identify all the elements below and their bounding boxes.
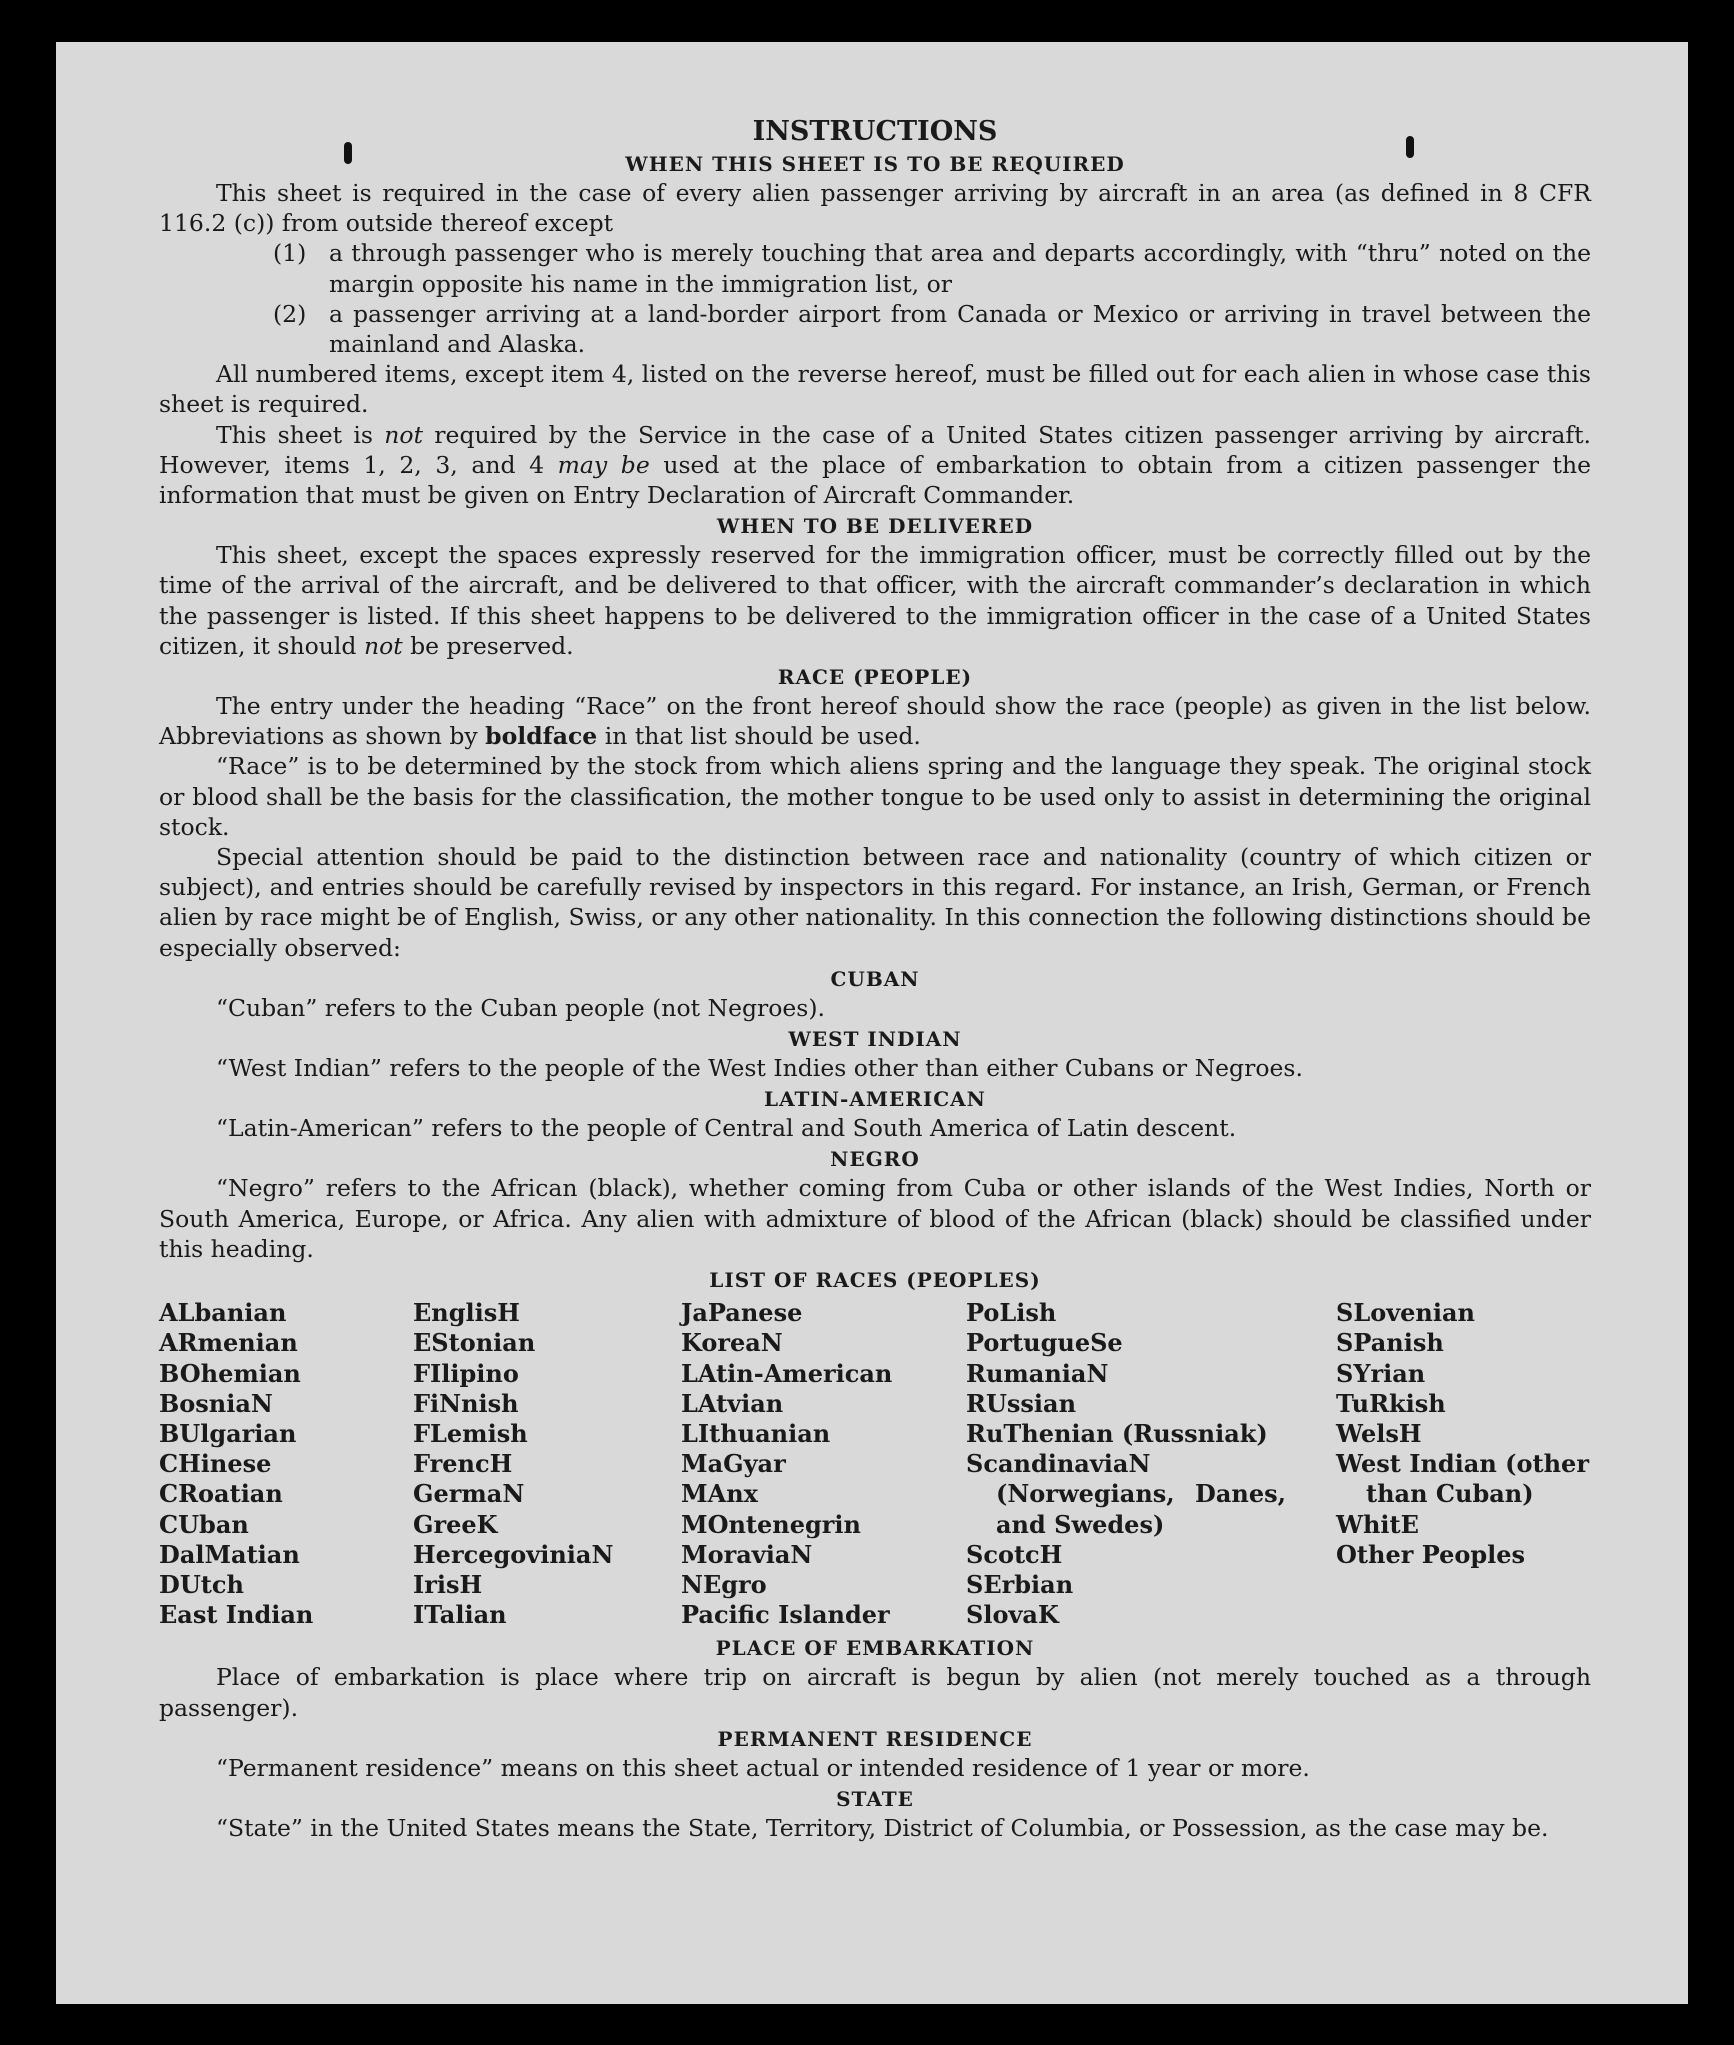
list-item: BOhemian bbox=[159, 1358, 301, 1388]
paragraph-numbered-items: All numbered items, except item 4, listed on the reverse hereof, must be filled out for each alien in whose case this sheet is required. bbox=[159, 360, 1591, 419]
list-item: DUtch bbox=[159, 1569, 244, 1599]
item-number: (2) bbox=[273, 299, 307, 328]
paragraph-state: “State” in the United States means the State, Territory, District of Columbia, or Possession, as the case may be. bbox=[216, 1813, 1549, 1842]
paragraph-cuban: “Cuban” refers to the Cuban people (not Negroes). bbox=[216, 993, 826, 1022]
item-number: (1) bbox=[273, 239, 307, 268]
list-item: WhitE bbox=[1336, 1509, 1419, 1539]
races-column bbox=[966, 1298, 1336, 1630]
list-item: Pacific Islander bbox=[681, 1600, 890, 1630]
paragraph-required: This sheet is required in the case of every alien passenger arriving by aircraft in an area (as defined in 8 CFR 116.2 (c)) from outside thereof except bbox=[159, 179, 1591, 238]
heading-list-of-races: LIST OF RACES (PEOPLES) bbox=[709, 1268, 1041, 1293]
heading-race: RACE (PEOPLE) bbox=[777, 665, 973, 690]
paragraph-delivered: This sheet, except the spaces expressly reserved for the immigration officer, must be correctly filled out by the time of the arrival of the aircraft, and be delivered to that officer, with the aircraft commander’s declaration in which the passenger is listed. If this sheet happens to be delivered to the immigration officer in the case of a United States citizen, it should not be preserved. bbox=[159, 541, 1591, 660]
paragraph-negro: “Negro” refers to the African (black), whether coming from Cuba or other islands of the West Indies, North or South America, Europe, or Africa. Any alien with admixture of blood of the African (black) should be classified under this heading. bbox=[159, 1174, 1591, 1263]
list-item: WelsH bbox=[1336, 1418, 1422, 1448]
page-title: INSTRUCTIONS bbox=[752, 116, 998, 147]
list-item: ScotcH bbox=[966, 1539, 1063, 1569]
list-item: SPanish bbox=[1336, 1328, 1444, 1358]
list-item: LIthuanian bbox=[681, 1418, 831, 1448]
races-column bbox=[413, 1298, 681, 1630]
heading-when-required: WHEN THIS SHEET IS TO BE REQUIRED bbox=[625, 152, 1125, 176]
list-item: LAtvian bbox=[681, 1388, 784, 1418]
races-column bbox=[159, 1298, 413, 1630]
list-item bbox=[273, 299, 1591, 359]
heading-permanent-residence: PERMANENT RESIDENCE bbox=[717, 1726, 1033, 1751]
list-item: FrencH bbox=[413, 1449, 513, 1479]
list-item: DalMatian bbox=[159, 1539, 300, 1569]
list-item: RUssian bbox=[966, 1388, 1077, 1418]
list-item: SlovaK bbox=[966, 1600, 1059, 1630]
heading-latin-american: LATIN-AMERICAN bbox=[764, 1087, 986, 1112]
list-item: EnglisH bbox=[413, 1298, 520, 1328]
paragraph-race-nationality: Special attention should be paid to the distinction between race and nationality (country of which citizen or subject), and entries should be carefully revised by inspectors in this regard. For instance, an Irish, German, or French alien by race might be of English, Swiss, or any other nationality. In this connection the following distinctions should be especially observed: bbox=[159, 843, 1591, 962]
heading-state: STATE bbox=[836, 1786, 914, 1811]
list-item: ScandinaviaN (Norwegians, Danes, and Swedes) bbox=[966, 1449, 1286, 1539]
list-item: East Indian bbox=[159, 1600, 314, 1630]
list-item: CHinese bbox=[159, 1449, 272, 1479]
list-item: NEgro bbox=[681, 1569, 767, 1599]
list-item: MOntenegrin bbox=[681, 1509, 861, 1539]
list-item: FLemish bbox=[413, 1418, 528, 1448]
list-item: ALbanian bbox=[159, 1298, 287, 1328]
list-item: PoLish bbox=[966, 1298, 1057, 1328]
list-item: BosniaN bbox=[159, 1388, 273, 1418]
instructions-content bbox=[159, 116, 1591, 1843]
item-text: a passenger arriving at a land-border airport from Canada or Mexico or arriving in travel between the mainland and Alaska. bbox=[329, 299, 1591, 359]
list-item: CUban bbox=[159, 1509, 249, 1539]
races-column bbox=[1336, 1298, 1591, 1630]
list-item: HercegoviniaN bbox=[413, 1539, 614, 1569]
list-item: Other Peoples bbox=[1336, 1539, 1526, 1569]
paragraph-race-entry: The entry under the heading “Race” on the front hereof should show the race (people) as given in the list below. Abbreviations as shown by boldface in that list should be used. bbox=[159, 692, 1591, 751]
list-item: TuRkish bbox=[1336, 1388, 1446, 1418]
heading-west-indian: WEST INDIAN bbox=[788, 1027, 962, 1052]
heading-cuban: CUBAN bbox=[830, 966, 920, 991]
list-item: FIlipino bbox=[413, 1358, 519, 1388]
list-item: MaGyar bbox=[681, 1449, 786, 1479]
heading-embarkation: PLACE OF EMBARKATION bbox=[715, 1636, 1035, 1661]
list-item bbox=[273, 238, 1591, 298]
list-item: ITalian bbox=[413, 1600, 507, 1630]
list-item: JaPanese bbox=[681, 1298, 803, 1328]
paragraph-embarkation: Place of embarkation is place where trip on aircraft is begun by alien (not merely touched as a through passenger). bbox=[159, 1663, 1591, 1722]
list-item: RumaniaN bbox=[966, 1358, 1109, 1388]
heading-negro: NEGRO bbox=[830, 1147, 920, 1172]
list-item: PortugueSe bbox=[966, 1328, 1123, 1358]
list-item: ARmenian bbox=[159, 1328, 298, 1358]
heading-when-delivered: WHEN TO BE DELIVERED bbox=[716, 514, 1034, 539]
paragraph-west-indian: “West Indian” refers to the people of the West Indies other than either Cubans or Negroes. bbox=[216, 1054, 1303, 1083]
item-text: a through passenger who is merely touching that area and departs accordingly, with “thru” noted on the margin opposite his name in the immigration list, or bbox=[329, 239, 1591, 298]
document-page bbox=[56, 42, 1688, 2004]
list-item: FiNnish bbox=[413, 1388, 519, 1418]
list-item: KoreaN bbox=[681, 1328, 783, 1358]
list-item: EStonian bbox=[413, 1328, 536, 1358]
races-column bbox=[681, 1298, 966, 1630]
list-item: GermaN bbox=[413, 1479, 525, 1509]
list-item: IrisH bbox=[413, 1569, 483, 1599]
list-item: SLovenian bbox=[1336, 1298, 1475, 1328]
paragraph-race-stock: “Race” is to be determined by the stock from which aliens spring and the language they speak. The original stock or blood shall be the basis for the classification, the mother tongue to be used only to assist in determining the original stock. bbox=[159, 752, 1591, 841]
paragraph-latin-american: “Latin-American” refers to the people of Central and South America of Latin descent. bbox=[216, 1114, 1237, 1143]
list-item: RuThenian (Russniak) bbox=[966, 1418, 1268, 1448]
list-item: GreeK bbox=[413, 1509, 498, 1539]
paragraph-permanent-residence: “Permanent residence” means on this sheet actual or intended residence of 1 year or more. bbox=[216, 1753, 1310, 1782]
list-item: SErbian bbox=[966, 1569, 1074, 1599]
list-item: BUlgarian bbox=[159, 1418, 297, 1448]
list-item: SYrian bbox=[1336, 1358, 1426, 1388]
list-item: LAtin-American bbox=[681, 1358, 893, 1388]
paragraph-citizen: This sheet is not required by the Service in the case of a United States citizen passenger arriving by aircraft. However, items 1, 2, 3, and 4 may be used at the place of embarkation to obtain from a citizen passenger the information that must be given on Entry Declaration of Aircraft Commander. bbox=[159, 420, 1592, 510]
list-item: West Indian (other than Cuban) bbox=[1336, 1449, 1589, 1509]
list-item: CRoatian bbox=[159, 1479, 283, 1509]
list-item: MoraviaN bbox=[681, 1539, 813, 1569]
races-list bbox=[159, 1298, 1591, 1630]
list-item: MAnx bbox=[681, 1479, 758, 1509]
